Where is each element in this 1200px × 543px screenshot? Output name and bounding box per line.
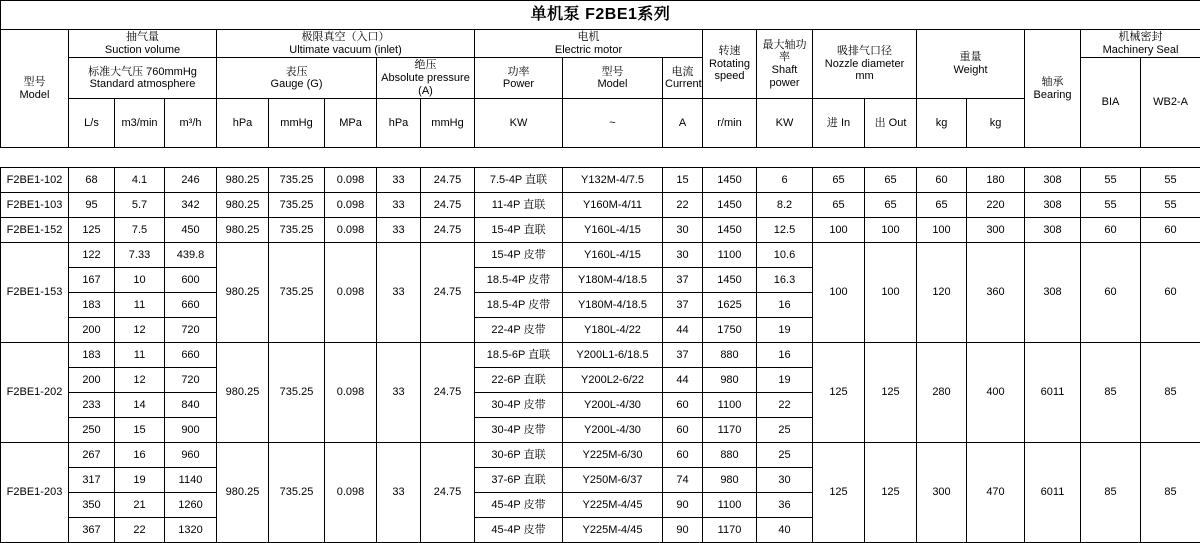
cell-motor-current: 60 [663, 393, 703, 418]
cell-motor-power: 18.5-4P 皮带 [475, 293, 563, 318]
header-ultimate-vacuum [217, 30, 475, 58]
cell-suction-m3min: 21 [115, 493, 165, 518]
header-wb2a: WB2-A [1141, 58, 1200, 148]
cell-weight-pump: 300 [917, 443, 967, 543]
header-nozzle-cn: 吸排气口径 [815, 45, 914, 58]
cell-motor-power: 37-6P 直联 [475, 468, 563, 493]
cell-motor-power: 30-4P 皮带 [475, 418, 563, 443]
cell-gauge-mpa: 0.098 [325, 168, 377, 193]
header-motor-en: Electric motor [477, 44, 700, 57]
cell-gauge-mmhg: 735.25 [269, 443, 325, 543]
table-data-body [1, 168, 1200, 543]
cell-suction-m3h: 1140 [165, 468, 217, 493]
unit-inlet-en: In [841, 117, 850, 129]
header-shaft-en: Shaft power [759, 64, 810, 89]
cell-model: F2BE1-203 [1, 443, 69, 543]
cell-motor-current: 22 [663, 193, 703, 218]
cell-nozzle-out: 65 [865, 168, 917, 193]
cell-model: F2BE1-102 [1, 168, 69, 193]
cell-seal-wb2a: 60 [1141, 218, 1200, 243]
cell-suction-ls: 350 [69, 493, 115, 518]
unit-m3min: m3/min [115, 99, 165, 148]
unit-mmhg-absolute: mmHg [421, 99, 475, 148]
cell-suction-m3h: 720 [165, 318, 217, 343]
cell-weight-pump: 65 [917, 193, 967, 218]
cell-nozzle-out: 125 [865, 443, 917, 543]
cell-bearing: 6011 [1025, 443, 1081, 543]
cell-nozzle-out: 100 [865, 218, 917, 243]
cell-rotating-speed: 1750 [703, 318, 757, 343]
cell-shaft-power: 25 [757, 443, 813, 468]
cell-suction-m3h: 342 [165, 193, 217, 218]
header-power-en: Power [477, 78, 560, 91]
cell-suction-m3h: 840 [165, 393, 217, 418]
cell-shaft-power: 25 [757, 418, 813, 443]
cell-absolute-mmhg: 24.75 [421, 243, 475, 343]
cell-motor-power: 30-4P 皮带 [475, 393, 563, 418]
cell-model: F2BE1-202 [1, 343, 69, 443]
unit-m3h: m³/h [165, 99, 217, 148]
cell-nozzle-out: 100 [865, 243, 917, 343]
header-speed-en: Rotating speed [705, 58, 754, 83]
seal-material-row [1, 148, 1200, 168]
cell-motor-model: Y225M-6/30 [563, 443, 663, 468]
cell-absolute-hpa: 33 [377, 343, 421, 443]
cell-suction-ls: 125 [69, 218, 115, 243]
cell-bearing: 308 [1025, 218, 1081, 243]
header-nozzle-en: Nozzle diameter [815, 58, 914, 71]
cell-suction-ls: 200 [69, 318, 115, 343]
unit-pump-kg: kg [917, 99, 967, 148]
cell-suction-ls: 167 [69, 268, 115, 293]
cell-rotating-speed: 1100 [703, 493, 757, 518]
cell-suction-m3min: 16 [115, 443, 165, 468]
unit-mmhg-gauge: mmHg [269, 99, 325, 148]
unit-inlet-cn: 进 [827, 117, 838, 129]
cell-shaft-power: 22 [757, 393, 813, 418]
cell-rotating-speed: 880 [703, 343, 757, 368]
cell-seal-wb2a: 85 [1141, 443, 1200, 543]
cell-suction-m3h: 960 [165, 443, 217, 468]
cell-suction-m3min: 14 [115, 393, 165, 418]
cell-suction-m3h: 1260 [165, 493, 217, 518]
header-nozzle-unit: mm [815, 70, 914, 83]
cell-weight-pump: 60 [917, 168, 967, 193]
header-model-cn: 型号 [3, 76, 66, 89]
header-model-en: Model [3, 89, 66, 102]
cell-rotating-speed: 1450 [703, 168, 757, 193]
cell-suction-m3min: 10 [115, 268, 165, 293]
header-model [1, 30, 69, 148]
cell-shaft-power: 12.5 [757, 218, 813, 243]
cell-gauge-hpa: 980.25 [217, 193, 269, 218]
cell-rotating-speed: 1450 [703, 268, 757, 293]
cell-suction-m3min: 11 [115, 293, 165, 318]
cell-motor-power: 15-4P 皮带 [475, 243, 563, 268]
cell-seal-bia: 55 [1081, 193, 1141, 218]
cell-seal-bia: 85 [1081, 443, 1141, 543]
table-row [1, 243, 1200, 268]
cell-motor-current: 30 [663, 218, 703, 243]
header-gauge-cn: 表压 [219, 66, 374, 79]
header-ultimate-cn: 极限真空（入口） [219, 31, 472, 44]
cell-motor-current: 37 [663, 293, 703, 318]
cell-rotating-speed: 1100 [703, 243, 757, 268]
cell-motor-model: Y160L-4/15 [563, 243, 663, 268]
cell-motor-power: 45-4P 皮带 [475, 518, 563, 543]
cell-weight-machine: 180 [967, 168, 1025, 193]
cell-gauge-hpa: 980.25 [217, 243, 269, 343]
cell-gauge-hpa: 980.25 [217, 218, 269, 243]
cell-motor-power: 15-4P 直联 [475, 218, 563, 243]
cell-suction-ls: 367 [69, 518, 115, 543]
cell-absolute-mmhg: 24.75 [421, 168, 475, 193]
cell-suction-m3h: 450 [165, 218, 217, 243]
cell-gauge-mmhg: 735.25 [269, 193, 325, 218]
cell-suction-m3min: 11 [115, 343, 165, 368]
cell-motor-power: 11-4P 直联 [475, 193, 563, 218]
header-bia: BIA [1081, 58, 1141, 148]
header-shaft-power [757, 30, 813, 99]
unit-shaft-kw: KW [757, 99, 813, 148]
cell-model: F2BE1-153 [1, 243, 69, 343]
cell-suction-m3h: 900 [165, 418, 217, 443]
cell-shaft-power: 36 [757, 493, 813, 518]
header-bearing-en: Bearing [1027, 89, 1078, 102]
unit-ls: L/s [69, 99, 115, 148]
cell-nozzle-in: 125 [813, 343, 865, 443]
cell-shaft-power: 19 [757, 318, 813, 343]
cell-motor-model: Y180M-4/18.5 [563, 268, 663, 293]
header-absolute-pressure [377, 58, 475, 99]
header-power-cn: 功率 [477, 66, 560, 79]
cell-bearing: 6011 [1025, 343, 1081, 443]
header-rotating-speed [703, 30, 757, 99]
table-row [1, 168, 1200, 193]
header-weight-en: Weight [919, 64, 1022, 77]
cell-motor-model: Y160M-4/11 [563, 193, 663, 218]
header-gauge-en: Gauge (G) [219, 78, 374, 91]
cell-absolute-hpa: 33 [377, 168, 421, 193]
header-suction-en: Suction volume [71, 44, 214, 57]
cell-motor-power: 30-6P 直联 [475, 443, 563, 468]
cell-absolute-hpa: 33 [377, 218, 421, 243]
header-speed-cn: 转速 [705, 45, 754, 58]
cell-motor-current: 37 [663, 343, 703, 368]
cell-weight-machine: 220 [967, 193, 1025, 218]
header-motor-model [563, 58, 663, 99]
cell-suction-m3min: 22 [115, 518, 165, 543]
header-gauge-pressure [217, 58, 377, 99]
cell-motor-power: 18.5-4P 皮带 [475, 268, 563, 293]
header-power [475, 58, 563, 99]
cell-weight-machine: 470 [967, 443, 1025, 543]
cell-bearing: 308 [1025, 168, 1081, 193]
cell-motor-power: 22-6P 直联 [475, 368, 563, 393]
cell-weight-machine: 360 [967, 243, 1025, 343]
header-standard-atmosphere [69, 58, 217, 99]
header-std-atm-en: Standard atmosphere [71, 78, 214, 91]
header-suction-volume [69, 30, 217, 58]
table-row [1, 193, 1200, 218]
cell-motor-model: Y200L1-6/18.5 [563, 343, 663, 368]
cell-suction-ls: 183 [69, 343, 115, 368]
cell-seal-wb2a: 55 [1141, 193, 1200, 218]
unit-kw: KW [475, 99, 563, 148]
header-electric-motor [475, 30, 703, 58]
cell-suction-m3h: 660 [165, 293, 217, 318]
cell-motor-current: 37 [663, 268, 703, 293]
header-seal-cn: 机械密封 [1083, 31, 1198, 44]
cell-motor-current: 74 [663, 468, 703, 493]
cell-gauge-mpa: 0.098 [325, 443, 377, 543]
cell-seal-bia: 60 [1081, 218, 1141, 243]
header-suction-cn: 抽气量 [71, 31, 214, 44]
unit-hpa-gauge: hPa [217, 99, 269, 148]
unit-mpa-gauge: MPa [325, 99, 377, 148]
cell-absolute-hpa: 33 [377, 243, 421, 343]
cell-motor-current: 90 [663, 493, 703, 518]
cell-seal-bia: 55 [1081, 168, 1141, 193]
cell-suction-m3h: 439.8 [165, 243, 217, 268]
unit-outlet [865, 99, 917, 148]
cell-suction-ls: 267 [69, 443, 115, 468]
cell-nozzle-in: 100 [813, 218, 865, 243]
unit-rmin: r/min [703, 99, 757, 148]
cell-weight-pump: 120 [917, 243, 967, 343]
cell-gauge-mmhg: 735.25 [269, 168, 325, 193]
cell-motor-power: 18.5-6P 直联 [475, 343, 563, 368]
cell-suction-m3h: 246 [165, 168, 217, 193]
cell-gauge-mpa: 0.098 [325, 218, 377, 243]
page-title: 单机泵 F2BE1系列 [1, 1, 1200, 30]
cell-gauge-mpa: 0.098 [325, 343, 377, 443]
cell-rotating-speed: 1170 [703, 518, 757, 543]
cell-motor-model: Y132M-4/7.5 [563, 168, 663, 193]
header-ultimate-en: Ultimate vacuum (inlet) [219, 44, 472, 57]
cell-seal-bia: 85 [1081, 343, 1141, 443]
header-absolute-en: Absolute pressure (A) [379, 72, 472, 97]
cell-gauge-mmhg: 735.25 [269, 343, 325, 443]
cell-nozzle-out: 125 [865, 343, 917, 443]
cell-absolute-hpa: 33 [377, 193, 421, 218]
cell-gauge-mpa: 0.098 [325, 243, 377, 343]
cell-gauge-hpa: 980.25 [217, 168, 269, 193]
cell-motor-current: 90 [663, 518, 703, 543]
cell-shaft-power: 30 [757, 468, 813, 493]
cell-absolute-mmhg: 24.75 [421, 193, 475, 218]
cell-motor-current: 44 [663, 368, 703, 393]
cell-rotating-speed: 1450 [703, 218, 757, 243]
header-bearing [1025, 30, 1081, 148]
cell-seal-bia: 60 [1081, 243, 1141, 343]
cell-model: F2BE1-103 [1, 193, 69, 218]
cell-motor-model: Y250M-6/37 [563, 468, 663, 493]
cell-suction-m3min: 5.7 [115, 193, 165, 218]
cell-suction-m3min: 7.5 [115, 218, 165, 243]
cell-motor-current: 60 [663, 418, 703, 443]
cell-suction-ls: 317 [69, 468, 115, 493]
header-current-cn: 电流 [665, 66, 700, 79]
table-row [1, 218, 1200, 243]
header-bearing-cn: 轴承 [1027, 76, 1078, 89]
header-absolute-cn: 绝压 [379, 59, 472, 72]
cell-motor-current: 15 [663, 168, 703, 193]
cell-rotating-speed: 980 [703, 468, 757, 493]
cell-weight-pump: 280 [917, 343, 967, 443]
cell-rotating-speed: 880 [703, 443, 757, 468]
cell-rotating-speed: 1625 [703, 293, 757, 318]
unit-outlet-cn: 出 [875, 117, 886, 129]
header-current [663, 58, 703, 99]
cell-motor-model: Y200L2-6/22 [563, 368, 663, 393]
cell-motor-power: 7.5-4P 直联 [475, 168, 563, 193]
cell-absolute-mmhg: 24.75 [421, 343, 475, 443]
cell-weight-pump: 100 [917, 218, 967, 243]
cell-nozzle-in: 100 [813, 243, 865, 343]
cell-suction-m3min: 4.1 [115, 168, 165, 193]
cell-weight-machine: 400 [967, 343, 1025, 443]
table-row [1, 443, 1200, 468]
cell-gauge-mmhg: 735.25 [269, 243, 325, 343]
cell-suction-m3min: 15 [115, 418, 165, 443]
cell-suction-m3min: 12 [115, 318, 165, 343]
cell-nozzle-out: 65 [865, 193, 917, 218]
cell-motor-model: Y225M-4/45 [563, 518, 663, 543]
cell-suction-ls: 250 [69, 418, 115, 443]
cell-motor-current: 30 [663, 243, 703, 268]
cell-weight-machine: 300 [967, 218, 1025, 243]
cell-motor-model: Y200L-4/30 [563, 393, 663, 418]
cell-motor-current: 44 [663, 318, 703, 343]
header-motor-model-en: Model [565, 78, 660, 91]
cell-nozzle-in: 65 [813, 193, 865, 218]
cell-seal-wb2a: 85 [1141, 343, 1200, 443]
cell-gauge-mpa: 0.098 [325, 193, 377, 218]
cell-nozzle-in: 65 [813, 168, 865, 193]
cell-suction-ls: 200 [69, 368, 115, 393]
cell-suction-m3min: 19 [115, 468, 165, 493]
cell-shaft-power: 40 [757, 518, 813, 543]
cell-shaft-power: 16 [757, 293, 813, 318]
header-current-en: Current [665, 78, 700, 91]
cell-suction-ls: 233 [69, 393, 115, 418]
header-nozzle-diameter [813, 30, 917, 99]
cell-suction-ls: 183 [69, 293, 115, 318]
header-shaft-cn: 最大轴功率 [759, 39, 810, 64]
cell-suction-ls: 95 [69, 193, 115, 218]
unit-inlet [813, 99, 865, 148]
table-row [1, 343, 1200, 368]
cell-absolute-hpa: 33 [377, 443, 421, 543]
cell-motor-model: Y200L-4/30 [563, 418, 663, 443]
unit-motor-model: ~ [563, 99, 663, 148]
cell-suction-ls: 122 [69, 243, 115, 268]
header-machinery-seal [1081, 30, 1200, 58]
cell-suction-m3h: 660 [165, 343, 217, 368]
cell-shaft-power: 6 [757, 168, 813, 193]
cell-gauge-mmhg: 735.25 [269, 218, 325, 243]
cell-shaft-power: 19 [757, 368, 813, 393]
header-std-atm-cn: 标准大气压 760mmHg [71, 66, 214, 79]
cell-motor-model: Y225M-4/45 [563, 493, 663, 518]
header-motor-model-cn: 型号 [565, 66, 660, 79]
cell-shaft-power: 10.6 [757, 243, 813, 268]
cell-seal-wb2a: 55 [1141, 168, 1200, 193]
cell-rotating-speed: 1450 [703, 193, 757, 218]
cell-suction-ls: 68 [69, 168, 115, 193]
cell-suction-m3h: 600 [165, 268, 217, 293]
cell-shaft-power: 16.3 [757, 268, 813, 293]
cell-bearing: 308 [1025, 193, 1081, 218]
cell-rotating-speed: 1170 [703, 418, 757, 443]
unit-outlet-en: Out [889, 117, 907, 129]
header-weight [917, 30, 1025, 99]
cell-gauge-hpa: 980.25 [217, 443, 269, 543]
cell-absolute-mmhg: 24.75 [421, 218, 475, 243]
cell-suction-m3min: 12 [115, 368, 165, 393]
cell-seal-wb2a: 60 [1141, 243, 1200, 343]
cell-motor-power: 45-4P 皮带 [475, 493, 563, 518]
cell-motor-power: 22-4P 皮带 [475, 318, 563, 343]
cell-motor-model: Y180M-4/18.5 [563, 293, 663, 318]
unit-hpa-absolute: hPa [377, 99, 421, 148]
cell-shaft-power: 16 [757, 343, 813, 368]
cell-gauge-hpa: 980.25 [217, 343, 269, 443]
cell-rotating-speed: 1100 [703, 393, 757, 418]
unit-machine-kg: kg [967, 99, 1025, 148]
cell-motor-model: Y180L-4/22 [563, 318, 663, 343]
cell-bearing: 308 [1025, 243, 1081, 343]
header-motor-cn: 电机 [477, 31, 700, 44]
cell-suction-m3min: 7.33 [115, 243, 165, 268]
cell-suction-m3h: 1320 [165, 518, 217, 543]
cell-shaft-power: 8.2 [757, 193, 813, 218]
unit-ampere: A [663, 99, 703, 148]
cell-motor-current: 60 [663, 443, 703, 468]
cell-absolute-mmhg: 24.75 [421, 443, 475, 543]
header-seal-en: Machinery Seal [1083, 44, 1198, 57]
cell-model: F2BE1-152 [1, 218, 69, 243]
cell-rotating-speed: 980 [703, 368, 757, 393]
header-weight-cn: 重量 [919, 51, 1022, 64]
cell-nozzle-in: 125 [813, 443, 865, 543]
cell-suction-m3h: 720 [165, 368, 217, 393]
cell-motor-model: Y160L-4/15 [563, 218, 663, 243]
